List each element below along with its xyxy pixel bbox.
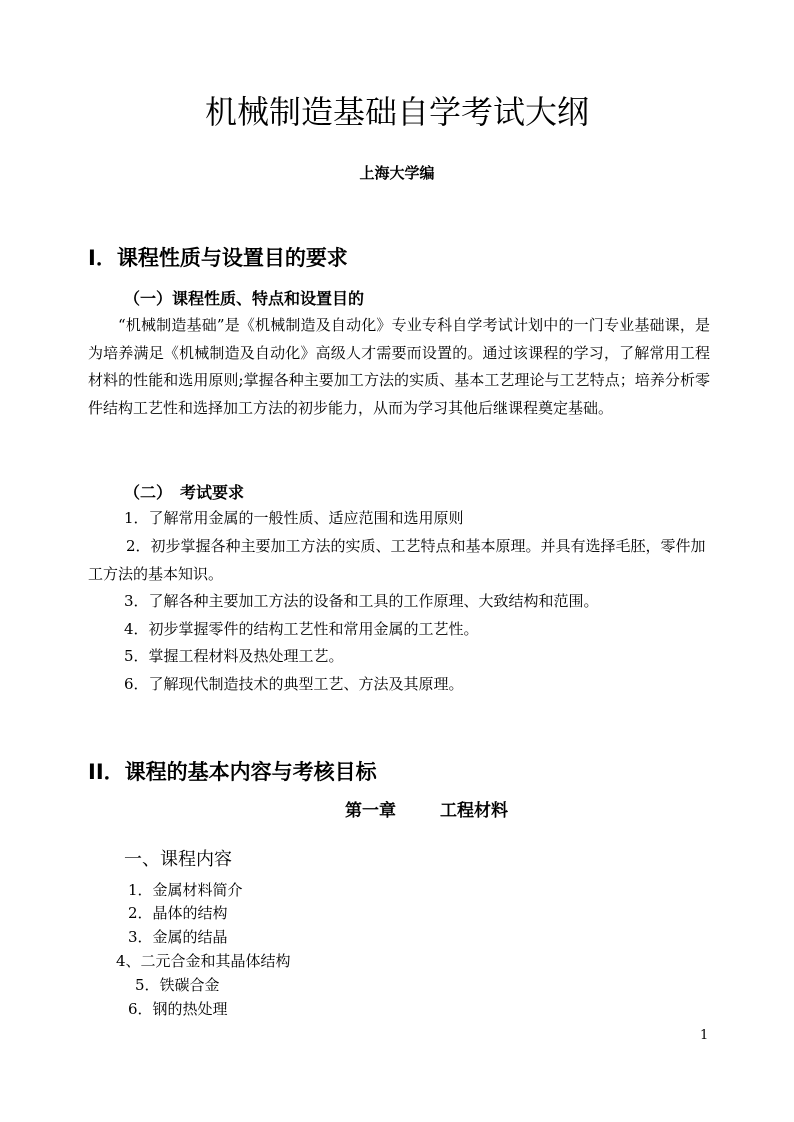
section-1-heading: I．课程性质与设置目的要求 — [88, 246, 348, 270]
content-item: 3．金属的结晶 — [128, 928, 228, 946]
requirement-item: 1．了解常用金属的一般性质、适应范围和选用原则 — [124, 509, 464, 527]
content-item: 1．金属材料简介 — [128, 881, 243, 899]
chapter-number: 第一章 — [345, 801, 396, 821]
document-author: 上海大学编 — [359, 164, 435, 182]
content-item: 5．铁碳合金 — [135, 976, 220, 994]
requirement-item: 2．初步掌握各种主要加工方法的实质、工艺特点和基本原理。并具有选择毛胚，零件加工方法的基本知识。 — [88, 537, 706, 583]
section-2-heading: II．课程的基本内容与考核目标 — [88, 760, 377, 784]
content-item: 2．晶体的结构 — [128, 904, 228, 922]
course-content-heading: 一、课程内容 — [124, 849, 232, 870]
section-1-sub1-heading: （一）课程性质、特点和设置目的 — [124, 289, 365, 308]
content-item: 4、二元合金和其晶体结构 — [116, 952, 291, 970]
section-1-sub2-heading: （二） 考试要求 — [124, 483, 245, 502]
content-item: 6．钢的热处理 — [128, 1000, 228, 1018]
requirement-item: 4．初步掌握零件的结构工艺性和常用金属的工艺性。 — [124, 620, 479, 638]
requirement-item: 3．了解各种主要加工方法的设备和工具的工作原理、大致结构和范围。 — [124, 592, 599, 610]
document-title: 机械制造基础自学考试大纲 — [204, 93, 589, 131]
requirement-item: 5．掌握工程材料及热处理工艺。 — [124, 647, 344, 665]
course-nature-paragraph: “机械制造基础”是《机械制造及自动化》专业专科自学考试计划中的一门专业基础课，是为培养满足《机械制造及自动化》高级人才需要而设置的。通过该课程的学习，了解常用工程材料的性能和选用原则;掌握各种主要加工方法的实质、基本工艺理论与工艺特点；培养分析零件结构工艺性和选择加工方法的初步能力，从而为学习其他后继课程奠定基础。 — [88, 316, 710, 417]
page-number: 1 — [700, 1028, 709, 1043]
chapter-title: 工程材料 — [440, 801, 508, 821]
requirement-item: 6．了解现代制造技术的典型工艺、方法及其原理。 — [124, 675, 464, 693]
